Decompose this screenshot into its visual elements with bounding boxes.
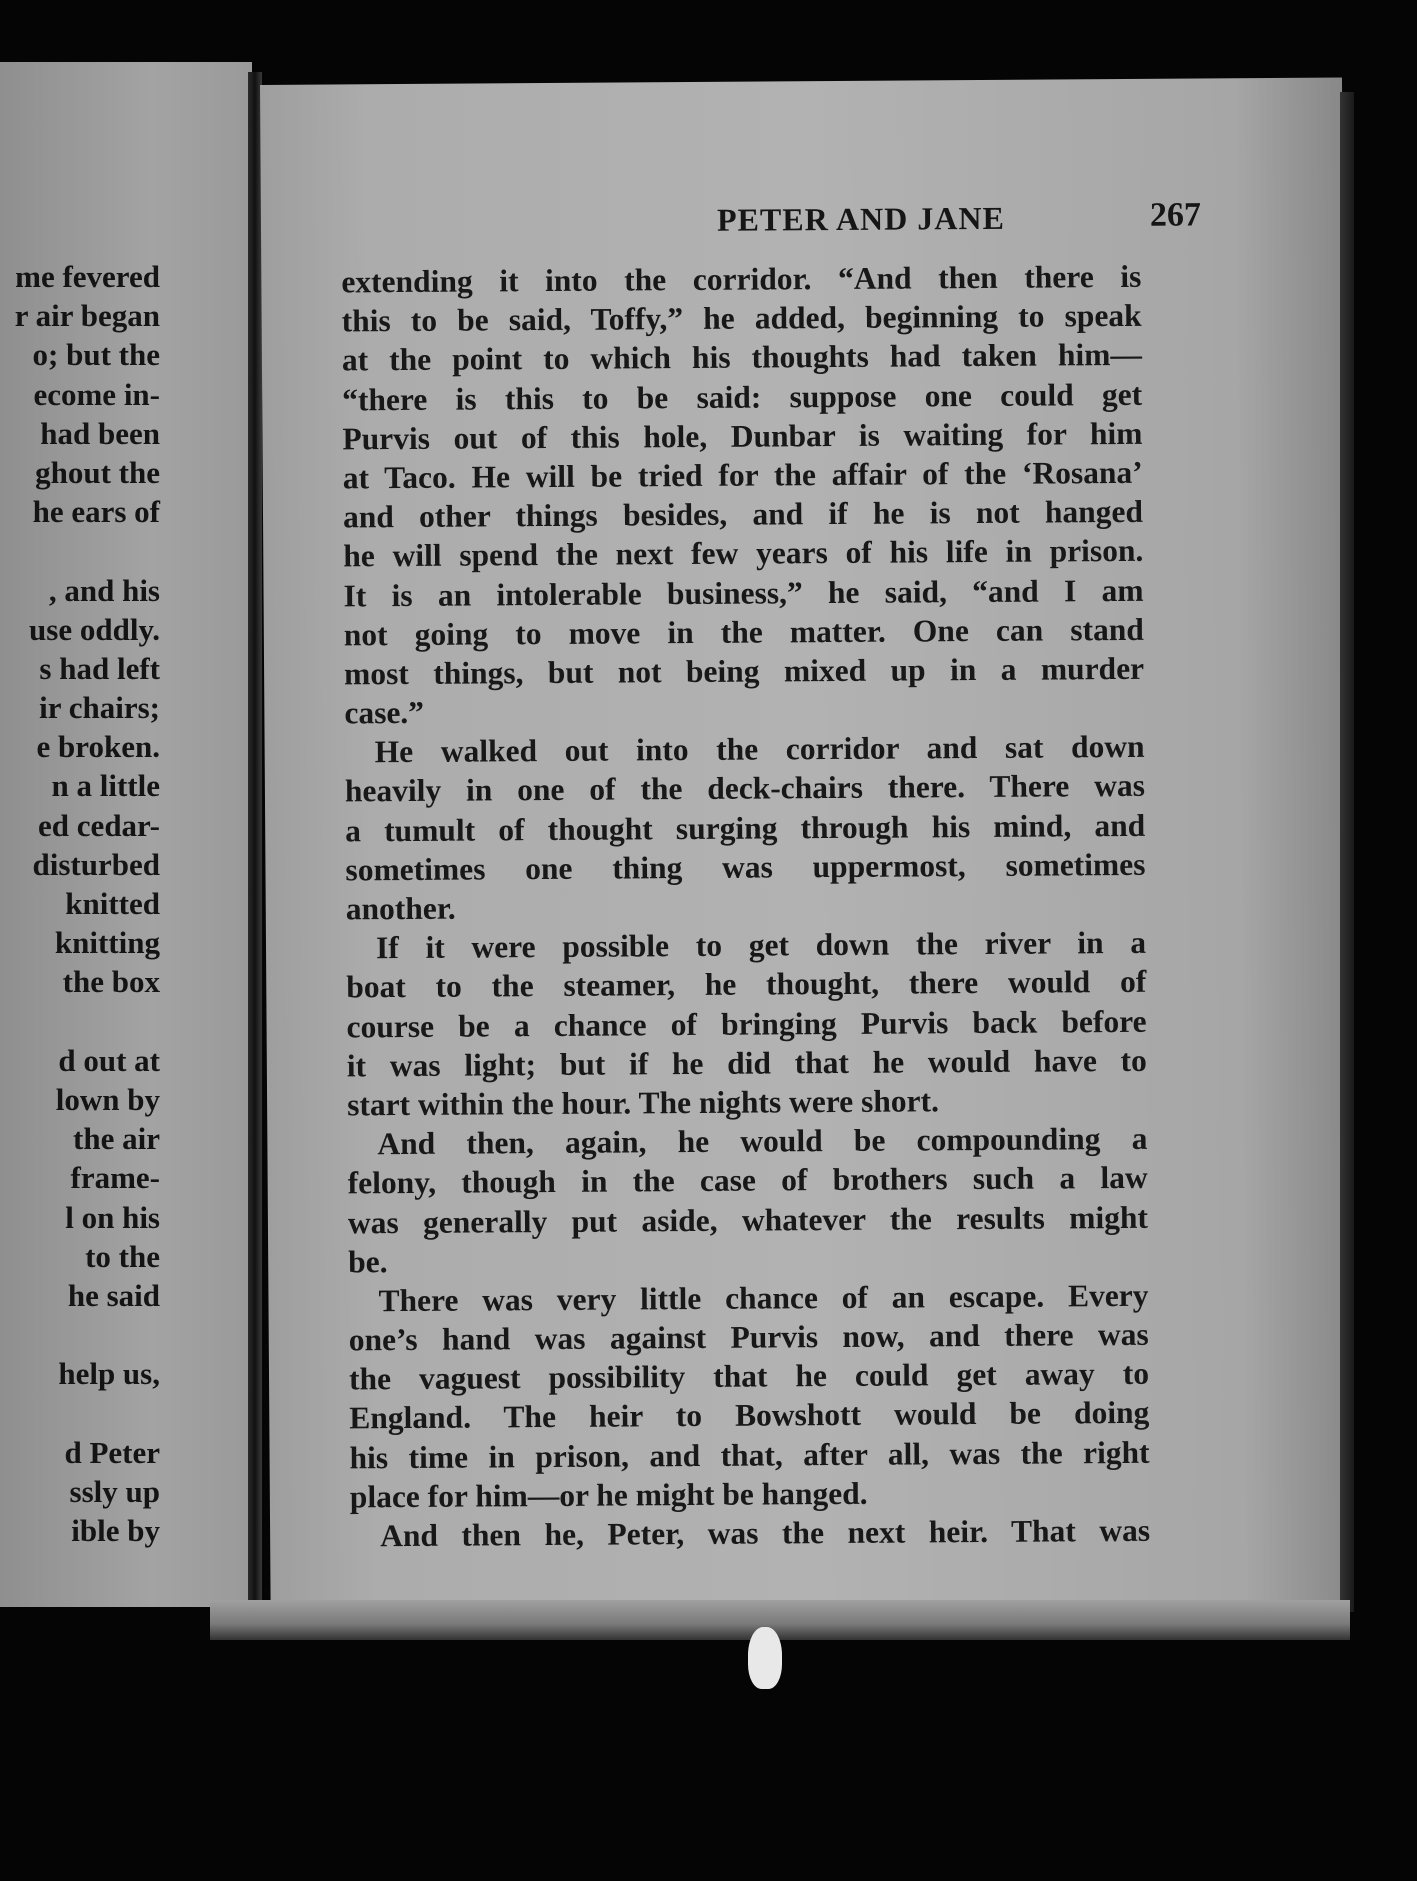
left-text-line: use oddly.: [29, 611, 160, 647]
left-text-line: [0, 531, 160, 570]
left-text-line: help us,: [58, 1356, 160, 1392]
text-line: It is an intolerable business,” he said, “and I am: [343, 572, 1144, 613]
left-text-line: [0, 1002, 160, 1041]
left-text-line: d Peter: [64, 1434, 160, 1470]
text-line: another.: [345, 890, 456, 927]
text-line: a tumult of thought surging through his mind, and: [345, 807, 1146, 849]
text-line: one’s hand was against Purvis now, and there was: [348, 1316, 1149, 1358]
left-text-line: knitting: [54, 925, 160, 961]
left-text-line: he said: [67, 1277, 160, 1313]
text-line: be.: [348, 1243, 388, 1280]
text-line: he will spend the next few years of his life in prison.: [343, 533, 1144, 574]
body-text: [341, 257, 1150, 1556]
text-line: place for him—or he might be hanged.: [349, 1475, 868, 1515]
left-text-line: d out at: [58, 1042, 160, 1078]
text-line: case.”: [344, 694, 425, 731]
left-text-line: s had left: [39, 650, 160, 686]
left-text-line: n a little: [51, 768, 160, 804]
left-text-line: had been: [40, 415, 160, 451]
text-line: boat to the steamer, he thought, there would of: [346, 964, 1147, 1005]
book-gutter: [248, 72, 262, 1612]
left-text-line: [0, 1393, 160, 1432]
text-line: this to be said, Toffy,” he added, beginning to speak: [341, 298, 1142, 339]
left-text-line: ecome in-: [33, 376, 160, 412]
left-text-line: to the: [85, 1238, 160, 1274]
text-line: not going to move in the matter. One can stand: [343, 611, 1144, 653]
left-text-line: the box: [62, 964, 160, 1000]
left-text-line: ible by: [71, 1513, 160, 1548]
left-text-line: disturbed: [32, 846, 160, 882]
text-line: sometimes one thing was uppermost, sometimes: [345, 846, 1146, 888]
text-line: at Taco. He will be tried for the affair of the ‘Rosana’: [342, 454, 1143, 496]
text-line: it was light; but if he did that he would have to: [346, 1042, 1147, 1084]
page-edge: [1340, 92, 1354, 1612]
text-line: He walked out into the corridor and sat down: [374, 729, 1145, 770]
text-line: If it were possible to get down the river in a: [375, 925, 1147, 966]
text-line: heavily in one of the deck-chairs there. There was: [344, 768, 1146, 809]
right-page: [260, 77, 1353, 1610]
text-line: And then, again, he would be compounding a: [377, 1120, 1148, 1162]
page-bottom-fold: [210, 1600, 1350, 1640]
left-page: [0, 62, 252, 1607]
left-text-line: ir chairs;: [39, 690, 160, 726]
left-text-line: [0, 1315, 160, 1354]
left-text-line: ed cedar-: [38, 807, 160, 843]
text-line: start within the hour. The nights were short.: [346, 1083, 940, 1123]
left-text-line: frame-: [70, 1160, 160, 1196]
text-line: Purvis out of this hole, Dunbar is waiting for him: [342, 415, 1143, 457]
left-text-line: o; but the: [32, 337, 160, 373]
text-line: extending it into the corridor. “And then there is: [341, 258, 1142, 300]
text-line: And then he, Peter, was the next heir. That was: [380, 1512, 1151, 1554]
left-text-line: knitted: [65, 886, 160, 921]
text-line: course be a chance of bringing Purvis back before: [346, 1003, 1147, 1044]
text-line: There was very little chance of an escape. Every: [378, 1277, 1149, 1319]
text-line: the vaguest possibility that he could get away to: [348, 1356, 1150, 1397]
text-line: at the point to which his thoughts had taken him—: [341, 337, 1143, 378]
text-line: was generally put aside, whatever the results might: [347, 1199, 1149, 1240]
left-text-line: lown by: [55, 1081, 160, 1117]
text-line: felony, though in the case of brothers such a law: [347, 1160, 1148, 1201]
left-text-line: the air: [73, 1121, 160, 1157]
left-text-line: l on his: [65, 1199, 160, 1235]
left-text-line: r air began: [14, 298, 160, 334]
text-line: his time in prison, and that, after all, was the right: [349, 1434, 1150, 1476]
left-text-line: ghout the: [35, 454, 160, 490]
left-text-line: e broken.: [36, 729, 160, 765]
page-number: 267: [1149, 196, 1202, 234]
left-page-text: [0, 257, 160, 1550]
running-head: PETER AND JANE: [716, 199, 1005, 238]
text-line: and other things besides, and if he is not hanged: [342, 493, 1144, 535]
left-text-line: , and his: [48, 572, 160, 608]
text-line: “there is this to be said: suppose one could get: [342, 376, 1143, 417]
left-text-line: me fevered: [15, 259, 160, 294]
text-line: England. The heir to Bowshott would be doing: [349, 1395, 1150, 1436]
text-line: most things, but not being mixed up in a murder: [343, 650, 1145, 692]
left-text-line: he ears of: [32, 494, 160, 530]
paper-speck: [748, 1627, 782, 1689]
left-text-line: ssly up: [69, 1473, 160, 1509]
